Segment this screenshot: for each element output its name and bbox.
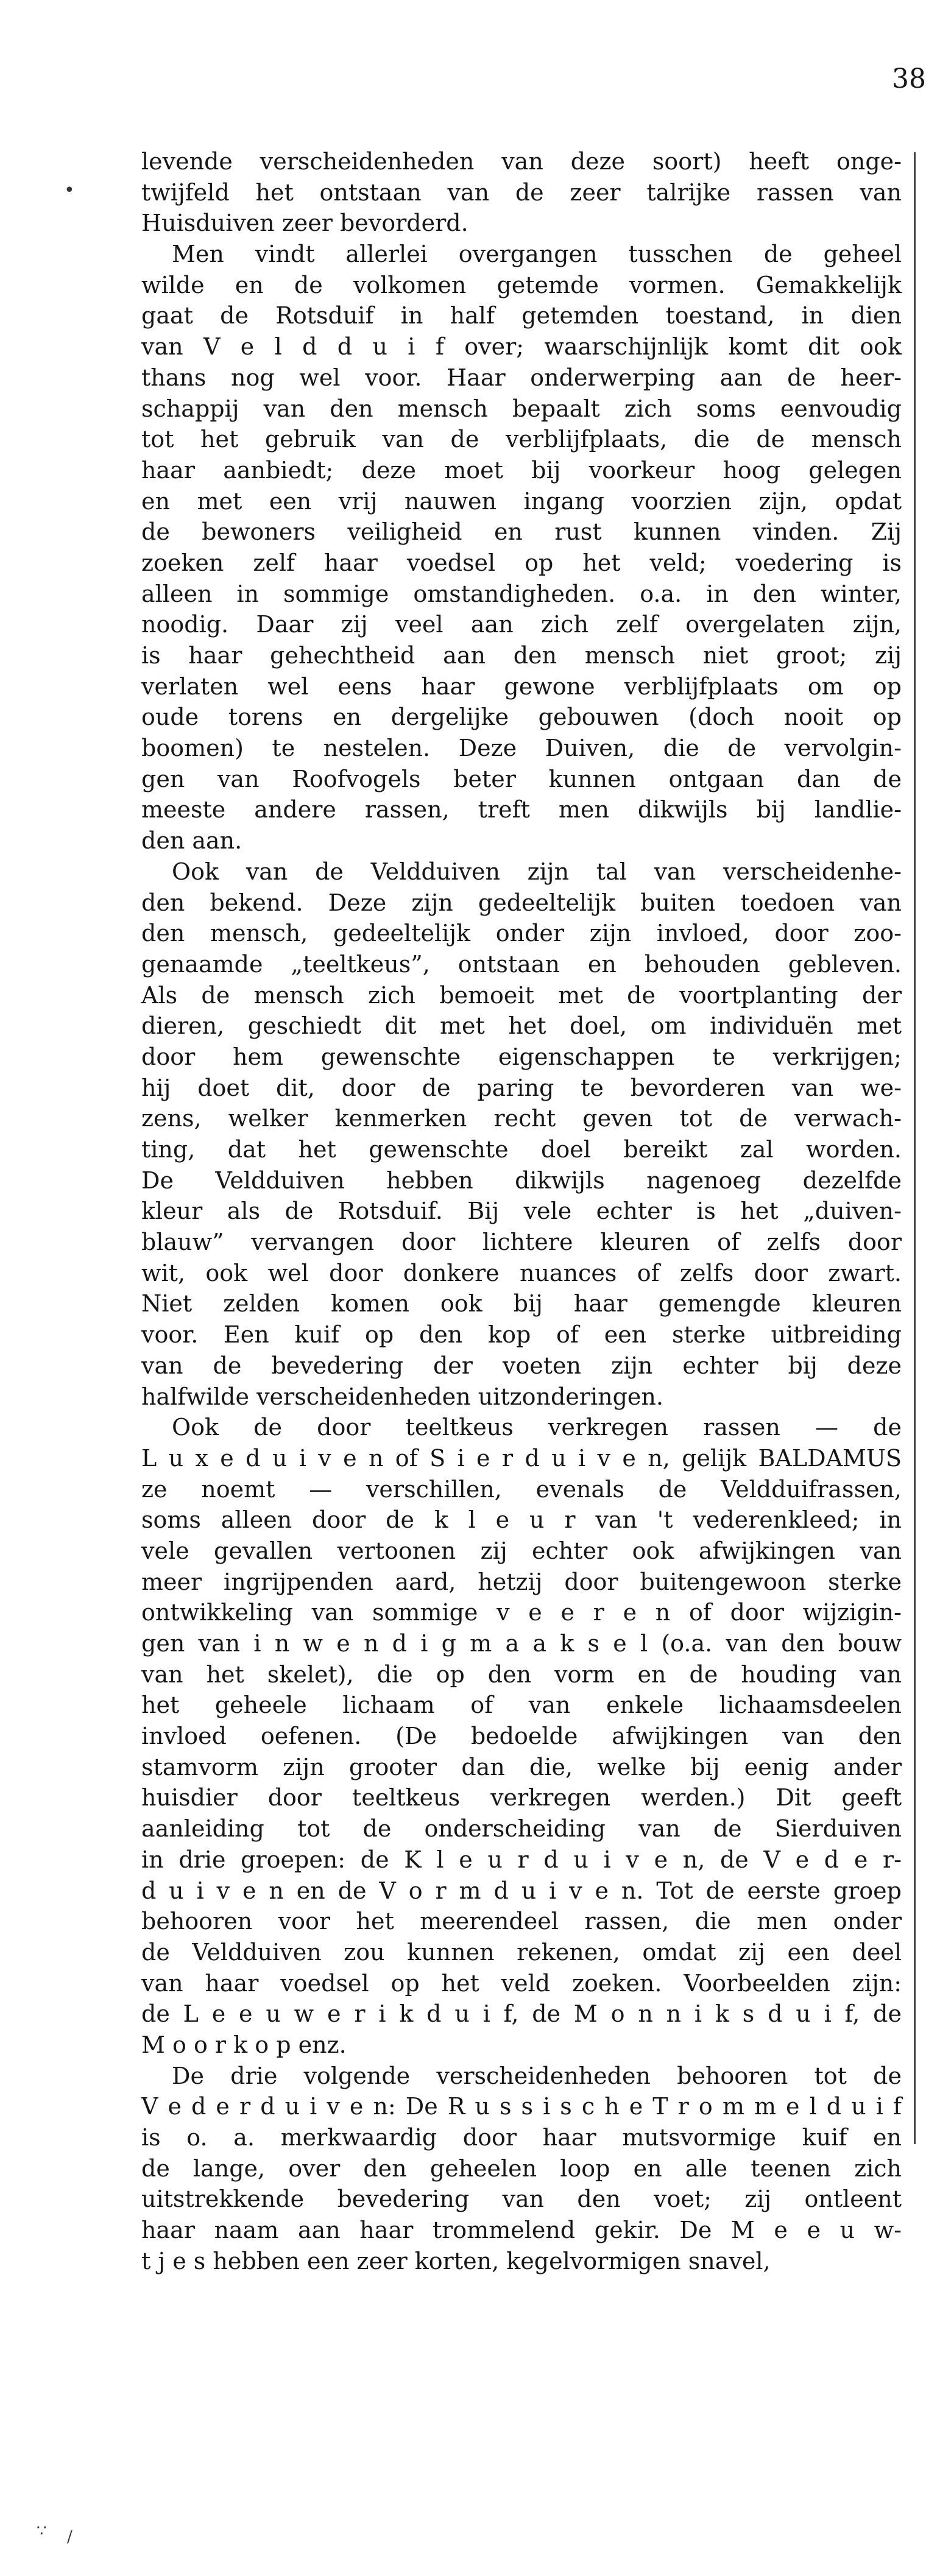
text-line: twijfeld het ontstaan van de zeer talrijke rassen van [141,178,902,206]
text-line: gen van Roofvogels beter kunnen ontgaan dan de [141,765,902,792]
text-line: aanleiding tot de onderscheiding van de Sierduiven [141,1815,902,1843]
text-line: Men vindt allerlei overgangen tusschen de geheel [172,241,902,268]
stray-mark: ∕ [67,2528,72,2546]
text-line: is haar gehechtheid aan den mensch niet groot; zij [141,642,902,669]
text-line: is o. a. merkwaardig door haar mutsvormige kuif en [141,2124,902,2151]
text-line: zens, welker kenmerken recht geven tot de verwach- [141,1105,902,1132]
text-line: alleen in sommige omstandigheden. o.a. in den winter, [141,580,902,607]
text-line: De Veldduiven hebben dikwijls nagenoeg dezelfde [141,1166,902,1194]
text-line: meer ingrijpenden aard, hetzij door buitengewoon sterke [141,1568,902,1595]
text-line: voor. Een kuif op den kop of een sterke uitbreiding [141,1321,902,1349]
paragraph-p3 [141,856,902,1412]
text-line: oude torens en dergelijke gebouwen (doch nooit op [141,704,902,731]
page-number: 38 [892,63,926,94]
text-line: den mensch, gedeeltelijk onder zijn invloed, door zoo- [141,920,902,947]
text-line: ontwikkeling van sommige v e e r e n of door wijzigin- [141,1599,902,1626]
text-line: en met een vrij nauwen ingang voorzien zijn, opdat [141,487,902,515]
stray-mark: • [64,180,75,201]
text-line: van V e l d d u i f over; waarschijnlijk komt dit ook [141,333,902,361]
text-line: huisdier door teeltkeus verkregen werden.) Dit geeft [141,1784,902,1812]
text-line: de lange, over den geheelen loop en alle teenen zich [141,2154,902,2182]
text-line: Niet zelden komen ook bij haar gemengde kleuren [141,1290,902,1318]
text-line: noodig. Daar zij veel aan zich zelf overgelaten zijn, [141,611,902,638]
text-line: van haar voedsel op het veld zoeken. Voorbeelden zijn: [141,1969,902,1997]
margin-rule [914,152,916,2144]
text-line: ting, dat het gewenschte doel bereikt zal worden. [141,1136,902,1163]
text-line: de bewoners veiligheid en rust kunnen vinden. Zij [141,518,902,546]
text-line: den bekend. Deze zijn gedeeltelijk buiten toedoen van [141,889,902,916]
text-line: van de bevedering der voeten zijn echter bij deze [141,1352,902,1379]
text-line: stamvorm zijn grooter dan die, welke bij eenig ander [141,1753,902,1780]
text-line: M o o r k o p enz. [141,2031,347,2058]
text-line: V e d e r d u i v e n: De R u s s i s c h e T r o m m e l d u i f [141,2093,902,2120]
text-line: L u x e d u i v e n of S i e r d u i v e n, gelijk BALDAMUS [141,1444,902,1472]
paragraph-p5 [141,2061,902,2277]
paragraph-p2 [141,239,902,856]
text-line: de L e e u w e r i k d u i f, de M o n n i k s d u i f, de [141,2000,902,2028]
text-line: door hem gewenschte eigenschappen te verkrijgen; [141,1043,902,1070]
paragraph-p1 [141,146,902,239]
text-line: haar aanbiedt; deze moet bij voorkeur hoog gelegen [141,456,902,484]
text-line: blauw” vervangen door lichtere kleuren of zelfs door [141,1229,902,1256]
text-line: behooren voor het meerendeel rassen, die men onder [141,1908,902,1935]
text-line: soms alleen door de k l e u r van 't vederenkleed; in [141,1506,902,1534]
text-line: verlaten wel eens haar gewone verblijfplaats om op [141,672,902,700]
paragraph-p4 [141,1412,902,2060]
text-line: den aan. [141,827,242,855]
text-line: hij doet dit, door de paring te bevorderen van we- [141,1074,902,1101]
text-line: gen van i n w e n d i g m a a k s e l (o.a. van den bouw [141,1630,902,1657]
text-line: kleur als de Rotsduif. Bij vele echter is het „duiven- [141,1198,902,1225]
text-line: dieren, geschiedt dit met het doel, om individuën met [141,1012,902,1040]
text-line: in drie groepen: de K l e u r d u i v e n, de V e d e r- [141,1846,902,1873]
text-line: meeste andere rassen, treft men dikwijls bij landlie- [141,796,902,824]
text-line: tot het gebruik van de verblijfplaats, die de mensch [141,426,902,453]
text-line: d u i v e n en de V o r m d u i v e n. Tot de eerste groep [141,1877,902,1904]
text-line: haar naam aan haar trommelend gekir. De M e e u w- [141,2217,902,2244]
text-line: Ook de door teeltkeus verkregen rassen — de [172,1414,902,1441]
text-column [141,146,902,2276]
text-line: genaamde „teeltkeus”, ontstaan en behouden gebleven. [141,950,902,978]
text-line: wit, ook wel door donkere nuances of zelfs door zwart. [141,1259,902,1286]
text-line: zoeken zelf haar voedsel op het veld; voedering is [141,549,902,576]
text-line: het geheele lichaam of van enkele lichaamsdeelen [141,1692,902,1719]
text-line: De drie volgende verscheidenheden behooren tot de [172,2062,902,2089]
text-line: invloed oefenen. (De bedoelde afwijkingen van den [141,1723,902,1750]
text-line: halfwilde verscheidenheden uitzonderingen. [141,1383,663,1410]
text-line: levende verscheidenheden van deze soort) heeft onge- [141,148,902,175]
text-line: thans nog wel voor. Haar onderwerping aan de heer- [141,364,902,391]
text-line: gaat de Rotsduif in half getemden toestand, in dien [141,302,902,330]
text-line: vele gevallen vertoonen zij echter ook afwijkingen van [141,1537,902,1564]
text-line: wilde en de volkomen getemde vormen. Gemakkelijk [141,271,902,298]
text-line: van het skelet), die op den vorm en de houding van [141,1660,902,1688]
text-line: Als de mensch zich bemoeit met de voortplanting der [141,981,902,1009]
text-line: t j e s hebben een zeer korten, kegelvormigen snavel, [141,2247,771,2274]
text-line: de Veldduiven zou kunnen rekenen, omdat zij een deel [141,1938,902,1966]
text-line: Huisduiven zeer bevorderd. [141,210,468,237]
stray-mark: ∵ [37,2522,47,2540]
text-line: uitstrekkende bevedering van den voet; zij ontleent [141,2186,902,2213]
text-line: schappij van den mensch bepaalt zich soms eenvoudig [141,395,902,422]
text-line: boomen) te nestelen. Deze Duiven, die de vervolgin- [141,735,902,762]
text-line: ze noemt — verschillen, evenals de Veldduifrassen, [141,1475,902,1503]
text-line: Ook van de Veldduiven zijn tal van verscheidenhe- [172,858,902,885]
